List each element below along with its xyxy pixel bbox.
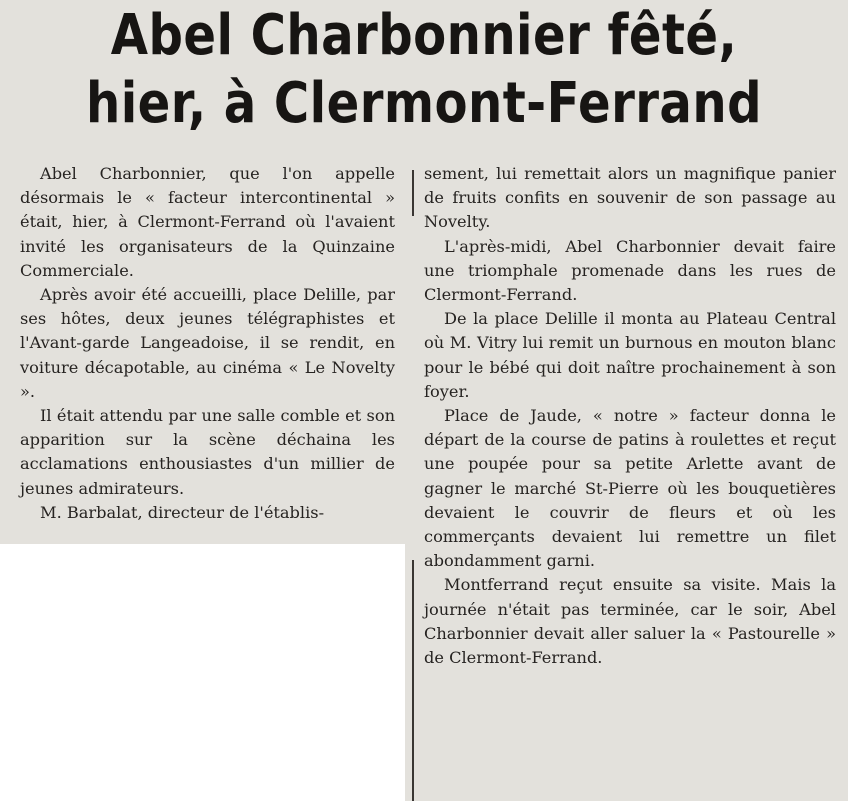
article-paragraph: Il était attendu par une salle comble et son apparition sur la scène déchaina les acclamations enthousiastes d'un millier de jeunes admirateurs. [20,406,395,498]
headline-line-1: Abel Charbonnier fêté, [110,3,738,68]
article-paragraph: L'après-midi, Abel Charbonnier devait faire une triomphale promenade dans les rues de Clermont-Ferrand. [424,236,836,305]
article-column-right [424,162,836,670]
article-headline [59,2,788,138]
column-divider [412,560,414,801]
article-paragraph: M. Barbalat, directeur de l'établis- [40,502,325,522]
article-paragraph: sement, lui remettait alors un magnifique panier de fruits confits en souvenir de son passage au Novelty. [424,164,836,232]
article-paragraph: Après avoir été accueilli, place Delille, par ses hôtes, deux jeunes télégraphistes et l'Avant-garde Langeadoise, il se rendit, en voiture décapotable, au cinéma « Le Novelty ». [20,285,395,401]
article-paragraph: Abel Charbonnier, que l'on appelle désormais le « facteur intercontinental » était, hier, à Clermont-Ferrand où l'avaient invité les organisateurs de la Quinzaine Commerciale. [20,164,395,280]
article-column-left [20,162,395,525]
article-paragraph: Place de Jaude, « notre » facteur donna le départ de la course de patins à roulettes et reçut une poupée pour sa petite Arlette avant de gagner le marché St-Pierre où les bouquetières devaient le couvrir de fleurs et où les commerçants devaient lui remettre un filet abondamment garni. [424,406,836,571]
column-divider-top [412,170,414,216]
article-paragraph: Montferrand reçut ensuite sa visite. Mais la journée n'était pas terminée, car le soir, Abel Charbonnier devait aller saluer la « Pastourelle » de Clermont-Ferrand. [424,575,836,668]
article-paragraph: De la place Delille il monta au Plateau Central où M. Vitry lui remit un burnous en mouton blanc pour le bébé qui doit naître prochainement à son foyer. [424,309,836,401]
headline-line-2: hier, à Clermont-Ferrand [86,71,762,136]
